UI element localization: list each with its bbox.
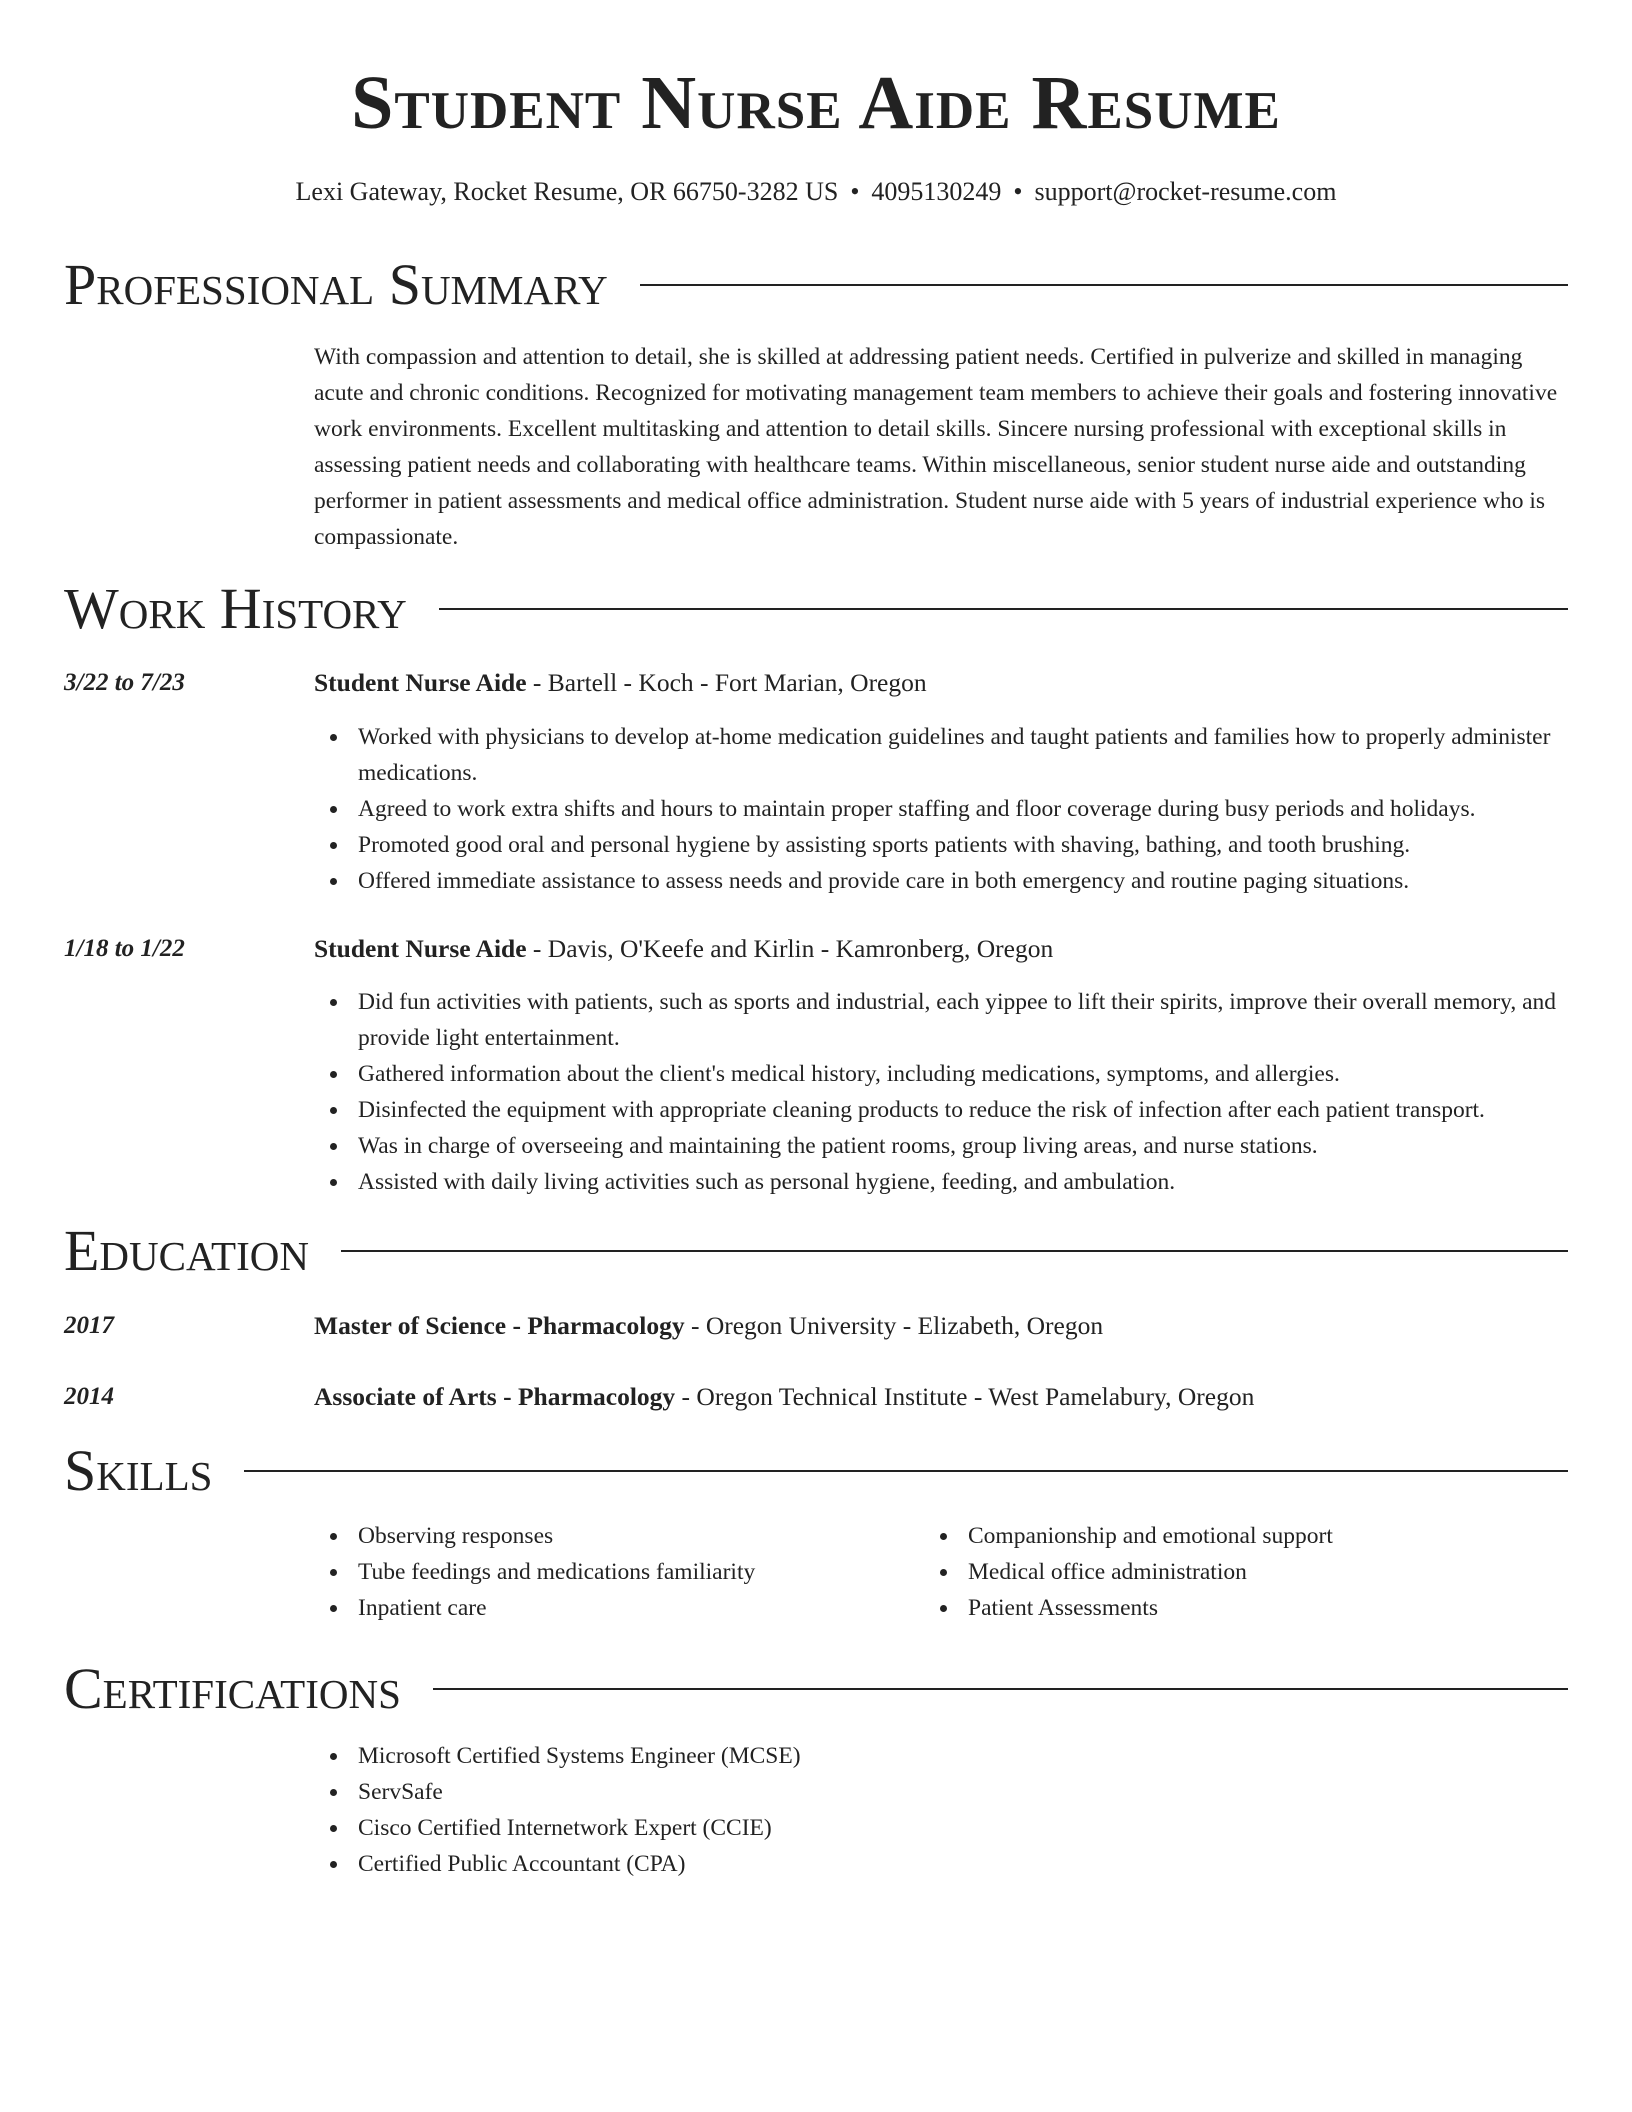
- list-item: Patient Assessments: [924, 1590, 1564, 1626]
- job-details: - Bartell - Koch - Fort Marian, Oregon: [526, 668, 927, 697]
- list-item: Worked with physicians to develop at-home medication guidelines and taught patients and families how to properly administer medications.: [314, 719, 1574, 791]
- section-header-work: [64, 578, 1568, 640]
- education-year: 2014: [64, 1383, 114, 1410]
- contact-line: [0, 175, 1632, 209]
- section-header-certifications: [64, 1658, 1568, 1720]
- section-title-work: Work History: [64, 576, 407, 641]
- job-title: Student Nurse Aide: [314, 934, 527, 963]
- list-item: Disinfected the equipment with appropriate cleaning products to reduce the risk of infection after each patient transport.: [314, 1092, 1574, 1128]
- list-item: ServSafe: [314, 1774, 1574, 1810]
- education-details: - Oregon Technical Institute - West Pamelabury, Oregon: [675, 1382, 1255, 1411]
- list-item: Offered immediate assistance to assess needs and provide care in both emergency and routine paging situations.: [314, 863, 1574, 899]
- list-item: Agreed to work extra shifts and hours to maintain proper staffing and floor coverage during busy periods and holidays.: [314, 791, 1574, 827]
- resume-title: Student Nurse Aide Resume: [351, 61, 1281, 145]
- list-item: Medical office administration: [924, 1554, 1564, 1590]
- section-divider: [433, 1688, 1568, 1690]
- skills-list-left: [314, 1518, 914, 1626]
- job-dates: 1/18 to 1/22: [64, 935, 185, 962]
- list-item: Companionship and emotional support: [924, 1518, 1564, 1554]
- education-degree: Associate of Arts - Pharmacology: [314, 1382, 676, 1411]
- education-heading: [314, 1309, 1564, 1343]
- list-item: Tube feedings and medications familiarity: [314, 1554, 914, 1590]
- section-divider: [640, 284, 1568, 286]
- section-title-education: Education: [64, 1218, 309, 1283]
- list-item: Did fun activities with patients, such as sports and industrial, each yippee to lift their spirits, improve their overall memory, and provide light entertainment.: [314, 984, 1574, 1056]
- list-item: Microsoft Certified Systems Engineer (MCSE): [314, 1738, 1574, 1774]
- contact-phone: 4095130249: [871, 177, 1002, 206]
- list-item: Certified Public Accountant (CPA): [314, 1846, 1574, 1882]
- list-item: Promoted good oral and personal hygiene by assisting sports patients with shaving, bathing, and tooth brushing.: [314, 827, 1574, 863]
- job-heading: [314, 666, 1564, 700]
- separator-dot: •: [850, 177, 860, 206]
- education-details: - Oregon University - Elizabeth, Oregon: [684, 1311, 1104, 1340]
- skills-list-right: [924, 1518, 1564, 1626]
- summary-text: With compassion and attention to detail, she is skilled at addressing patient needs. Certified in pulverize and skilled in managing acute and chronic conditions. Recognized for motivating management team members to achieve their goals and fostering innovative work environments. Excellent multitasking and attention to detail skills. Sincere nursing professional with exceptional skills in assessing patient needs and collaborating with healthcare teams. Within miscellaneous, senior student nurse aide and outstanding performer in patient assessments and medical office administration. Student nurse aide with 5 years of industrial experience who is compassionate.: [314, 344, 1558, 550]
- list-item: Cisco Certified Internetwork Expert (CCIE): [314, 1810, 1574, 1846]
- education-year: 2017: [64, 1312, 114, 1339]
- section-header-skills: [64, 1440, 1568, 1502]
- section-title-certifications: Certifications: [64, 1656, 401, 1721]
- job-details: - Davis, O'Keefe and Kirlin - Kamronberg, Oregon: [526, 934, 1054, 963]
- list-item: Assisted with daily living activities such as personal hygiene, feeding, and ambulation.: [314, 1164, 1574, 1200]
- certifications-list: [314, 1738, 1574, 1882]
- section-header-summary: [64, 254, 1568, 316]
- job-title: Student Nurse Aide: [314, 668, 527, 697]
- section-title-summary: Professional Summary: [64, 252, 608, 317]
- section-header-education: [64, 1220, 1568, 1282]
- job-dates: 3/22 to 7/23: [64, 669, 185, 696]
- contact-address: Lexi Gateway, Rocket Resume, OR 66750-3282 US: [295, 177, 839, 206]
- job-bullets: [314, 984, 1574, 1200]
- contact-email: support@rocket-resume.com: [1034, 177, 1337, 206]
- section-title-skills: Skills: [64, 1438, 213, 1503]
- list-item: Gathered information about the client's medical history, including medications, symptoms, and allergies.: [314, 1056, 1574, 1092]
- section-divider: [341, 1250, 1568, 1252]
- education-heading: [314, 1380, 1564, 1414]
- job-bullets: [314, 719, 1574, 899]
- separator-dot: •: [1013, 177, 1023, 206]
- section-divider: [244, 1470, 1568, 1472]
- education-degree: Master of Science - Pharmacology: [314, 1311, 685, 1340]
- list-item: Inpatient care: [314, 1590, 914, 1626]
- list-item: Was in charge of overseeing and maintaining the patient rooms, group living areas, and nurse stations.: [314, 1128, 1574, 1164]
- section-divider: [439, 608, 1568, 610]
- job-heading: [314, 932, 1564, 966]
- list-item: Observing responses: [314, 1518, 914, 1554]
